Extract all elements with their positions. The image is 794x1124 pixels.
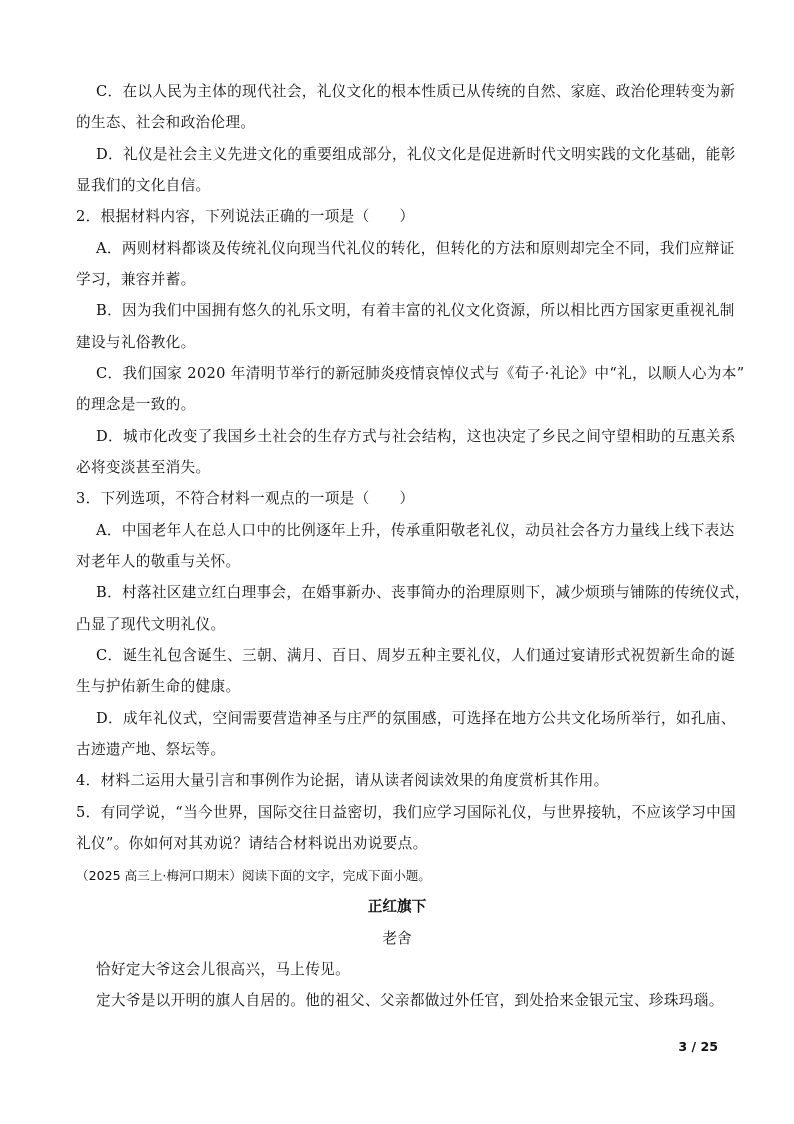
option-d-line2: 显我们的文化自信。 bbox=[76, 177, 211, 194]
q3-option-b-line2: 凸显了现代文明礼仪。 bbox=[76, 616, 226, 633]
option-c-line1: C．在以人民为主体的现代社会，礼仪文化的根本性质已从传统的自然、家庭、政治伦理转变为新 bbox=[96, 83, 736, 100]
q3-option-d-line2: 古迹遗产地、祭坛等。 bbox=[76, 741, 226, 758]
story-paragraph-1: 恰好定大爷这会儿很高兴，马上传见。 bbox=[96, 961, 351, 978]
q3-option-c-line1: C．诞生礼包含诞生、三朝、满月、百日、周岁五种主要礼仪，人们通过宴请形式祝贺新生命的诞 bbox=[96, 647, 736, 664]
q2-option-a-line2: 学习，兼容并蓄。 bbox=[76, 271, 196, 288]
question-5-line2: 礼仪”。你如何对其劝说？请结合材料说出劝说要点。 bbox=[76, 835, 428, 852]
q3-option-a-line1: A．中国老年人在总人口中的比例逐年上升，传承重阳敬老礼仪，动员社会各方力量线上线下表达 bbox=[96, 522, 735, 539]
question-2: 2．根据材料内容，下列说法正确的一项是（ ） bbox=[76, 208, 415, 225]
option-d-line1: D．礼仪是社会主义先进文化的重要组成部分，礼仪文化是促进新时代文明实践的文化基础，能彰 bbox=[96, 146, 736, 163]
q2-option-b-line1: B．因为我们中国拥有悠久的礼乐文明，有着丰富的礼仪文化资源，所以相比西方国家更重视礼制 bbox=[96, 302, 735, 319]
q2-option-c-line1: C．我们国家 2020 年清明节举行的新冠肺炎疫情哀悼仪式与《荀子·礼论》中“礼，以顺人心为本” bbox=[96, 365, 745, 382]
q3-option-c-line2: 生与护佑新生命的健康。 bbox=[76, 678, 241, 695]
story-paragraph-2: 定大爷是以开明的旗人自居的。他的祖父、父亲都做过外任官，到处拾来金银元宝、珍珠玛瑙。 bbox=[96, 992, 724, 1009]
story-author: 老舍 bbox=[382, 930, 412, 947]
source-line: （2025 高三上·梅河口期末）阅读下面的文字，完成下面小题。 bbox=[76, 868, 431, 883]
question-5-line1: 5．有同学说，“当今世界，国际交往日益密切，我们应学习国际礼仪，与世界接轨，不应该学习中国 bbox=[76, 804, 737, 821]
q2-option-d-line1: D．城市化改变了我国乡土社会的生存方式与社会结构，这也决定了乡民之间守望相助的互惠关系 bbox=[96, 428, 736, 445]
q2-option-a-line1: A．两则材料都谈及传统礼仪向现当代礼仪的转化，但转化的方法和原则却完全不同，我们应辩证 bbox=[96, 240, 735, 257]
question-4: 4．材料二运用大量引言和事例作为论据，请从读者阅读效果的角度赏析其作用。 bbox=[76, 772, 609, 789]
page-number: 3 / 25 bbox=[678, 1039, 718, 1054]
q3-option-a-line2: 对老年人的敬重与关怀。 bbox=[76, 553, 241, 570]
q3-option-b-line1: B．村落社区建立红白理事会，在婚事新办、丧事简办的治理原则下，减少烦琐与铺陈的传统仪式， bbox=[96, 584, 750, 601]
question-3: 3．下列选项，不符合材料一观点的一项是（ ） bbox=[76, 490, 415, 507]
option-c-line2: 的生态、社会和政治伦理。 bbox=[76, 114, 256, 131]
q2-option-c-line2: 的理念是一致的。 bbox=[76, 396, 196, 413]
q2-option-d-line2: 必将变淡甚至消失。 bbox=[76, 459, 211, 476]
q3-option-d-line1: D．成年礼仪式，空间需要营造神圣与庄严的氛围感，可选择在地方公共文化场所举行，如孔庙、 bbox=[96, 710, 736, 727]
q2-option-b-line2: 建设与礼俗教化。 bbox=[76, 334, 196, 351]
story-title: 正红旗下 bbox=[367, 898, 427, 915]
